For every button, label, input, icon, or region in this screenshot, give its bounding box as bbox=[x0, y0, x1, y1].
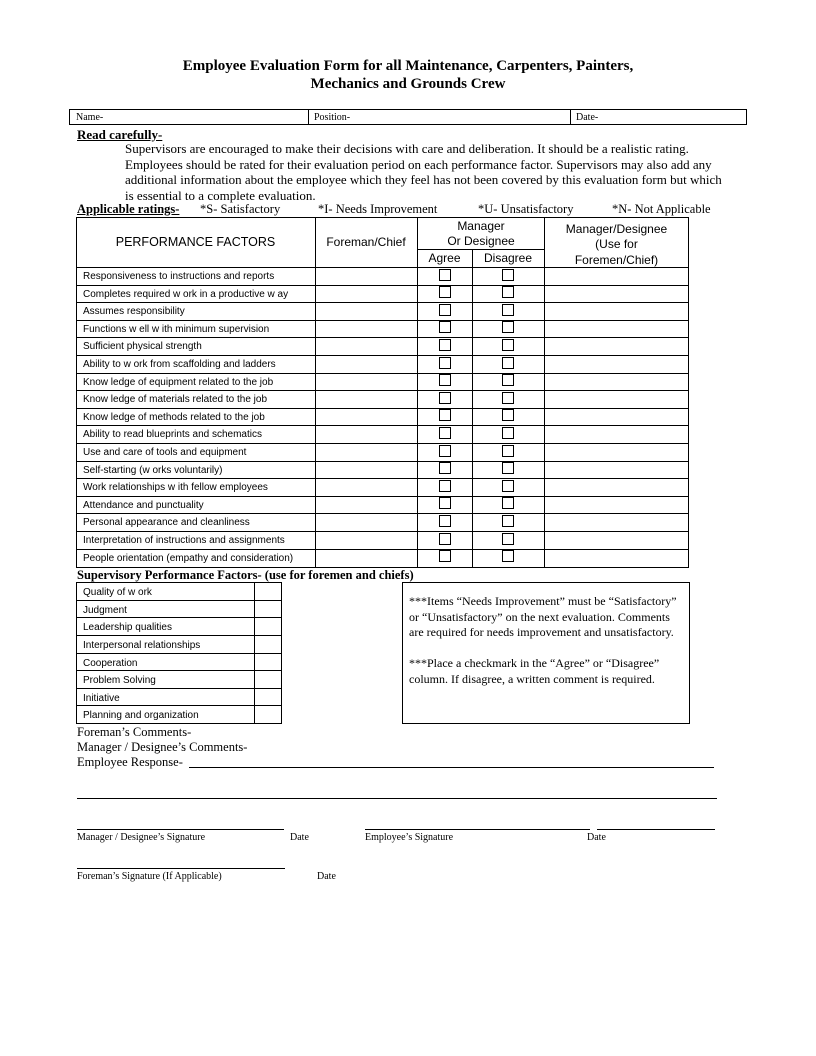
rating-satisfactory: *S- Satisfactory bbox=[200, 202, 281, 216]
performance-factor-row: Work relationships w ith fellow employees bbox=[83, 482, 268, 494]
supervisory-rating-cell[interactable] bbox=[255, 706, 281, 722]
foreman-comments-label: Foreman’s Comments- bbox=[77, 725, 192, 739]
supervisory-factor-row: Quality of w ork bbox=[83, 587, 152, 598]
foreman-date-label: Date bbox=[317, 871, 336, 882]
performance-factor-row: Responsiveness to instructions and reports bbox=[83, 271, 275, 282]
agree-checkbox[interactable] bbox=[439, 445, 451, 457]
performance-factor-row: Ability to read blueprints and schematics bbox=[83, 429, 262, 441]
disagree-checkbox[interactable] bbox=[502, 304, 514, 316]
col-manager: Manager bbox=[457, 219, 505, 233]
manager-rating-cell[interactable] bbox=[545, 303, 688, 319]
disagree-checkbox[interactable] bbox=[502, 515, 514, 527]
position-field[interactable]: Position- bbox=[314, 112, 351, 123]
performance-factor-row: Attendance and punctuality bbox=[83, 499, 204, 511]
supervisory-heading: Supervisory Performance Factors- (use for foremen and chiefs) bbox=[77, 568, 414, 582]
manager-rating-cell[interactable] bbox=[545, 268, 688, 284]
name-field[interactable]: Name- bbox=[76, 112, 104, 123]
foreman-rating-cell[interactable] bbox=[316, 374, 416, 390]
performance-factor-row: Self-starting (w orks voluntarily) bbox=[83, 464, 223, 476]
agree-checkbox[interactable] bbox=[439, 550, 451, 562]
col-or-designee: Or Designee bbox=[447, 234, 515, 248]
disagree-checkbox[interactable] bbox=[502, 269, 514, 281]
manager-rating-cell[interactable] bbox=[545, 426, 688, 442]
performance-factor-row: Personal appearance and cleanliness bbox=[83, 517, 250, 529]
manager-rating-cell[interactable] bbox=[545, 356, 688, 372]
agree-checkbox[interactable] bbox=[439, 462, 451, 474]
manager-rating-cell[interactable] bbox=[545, 497, 688, 513]
employee-response-label: Employee Response- bbox=[77, 755, 183, 769]
performance-factor-row: Know ledge of methods related to the job bbox=[83, 411, 265, 423]
disagree-checkbox[interactable] bbox=[502, 462, 514, 474]
disagree-checkbox[interactable] bbox=[502, 445, 514, 457]
performance-factor-row: Completes required w ork in a productive w ay bbox=[83, 288, 289, 300]
manager-rating-cell[interactable] bbox=[545, 391, 688, 407]
col-manager-designee: Manager/Designee bbox=[565, 222, 668, 236]
col-disagree: Disagree bbox=[483, 251, 533, 265]
disagree-checkbox[interactable] bbox=[502, 550, 514, 562]
supervisory-factor-row: Leadership qualities bbox=[83, 622, 172, 634]
instructions-line-3: additional information about the employee which they feel has not been covered by this evaluation form but which bbox=[125, 172, 722, 187]
disagree-checkbox[interactable] bbox=[502, 427, 514, 439]
col-use-for: (Use for bbox=[595, 237, 638, 251]
foreman-rating-cell[interactable] bbox=[316, 268, 416, 284]
agree-checkbox[interactable] bbox=[439, 515, 451, 527]
manager-rating-cell[interactable] bbox=[545, 479, 688, 495]
agree-checkbox[interactable] bbox=[439, 304, 451, 316]
employee-date-line[interactable] bbox=[597, 829, 715, 830]
col-foremen-chief: Foremen/Chief) bbox=[574, 253, 659, 267]
foreman-rating-cell[interactable] bbox=[316, 303, 416, 319]
performance-factor-row: Interpretation of instructions and assignments bbox=[83, 535, 285, 546]
agree-checkbox[interactable] bbox=[439, 497, 451, 509]
rating-not-applicable: *N- Not Applicable bbox=[612, 202, 711, 216]
foreman-rating-cell[interactable] bbox=[316, 550, 416, 566]
disagree-checkbox[interactable] bbox=[502, 480, 514, 492]
foreman-rating-cell[interactable] bbox=[316, 444, 416, 460]
supervisory-rating-cell[interactable] bbox=[255, 636, 281, 652]
rating-needs-improvement: *I- Needs Improvement bbox=[318, 202, 438, 216]
agree-checkbox[interactable] bbox=[439, 269, 451, 281]
instructions-line-1: Supervisors are encouraged to make their decisions with care and deliberation. It should be a realistic rating. bbox=[125, 141, 689, 156]
supervisory-rating-cell[interactable] bbox=[255, 583, 281, 599]
performance-factor-row: Functions w ell w ith minimum supervision bbox=[83, 323, 270, 335]
manager-rating-cell[interactable] bbox=[545, 338, 688, 354]
col-performance-factors: PERFORMANCE FACTORS bbox=[115, 235, 276, 249]
manager-rating-cell[interactable] bbox=[545, 532, 688, 548]
note-checkmark: ***Place a checkmark in the “Agree” or “Disagree” column. If disagree, a written comment is required. bbox=[409, 656, 660, 686]
agree-checkbox[interactable] bbox=[439, 533, 451, 545]
supervisory-rating-cell[interactable] bbox=[255, 671, 281, 687]
instructions-line-4: is essential to a complete evaluation. bbox=[125, 187, 316, 203]
manager-rating-cell[interactable] bbox=[545, 374, 688, 390]
foreman-rating-cell[interactable] bbox=[316, 286, 416, 302]
foreman-rating-cell[interactable] bbox=[316, 514, 416, 530]
performance-factor-row: Use and care of tools and equipment bbox=[83, 447, 247, 458]
employee-signature-label: Employee’s Signature bbox=[365, 832, 454, 843]
foreman-rating-cell[interactable] bbox=[316, 409, 416, 425]
supervisory-factor-row: Cooperation bbox=[83, 657, 138, 669]
foreman-rating-cell[interactable] bbox=[316, 391, 416, 407]
manager-signature-line[interactable] bbox=[77, 829, 284, 830]
manager-date-label: Date bbox=[290, 832, 309, 843]
foreman-rating-cell[interactable] bbox=[316, 356, 416, 372]
employee-response-line-2[interactable] bbox=[77, 798, 717, 799]
supervisory-factor-row: Initiative bbox=[83, 692, 120, 704]
form-title-line2: Mechanics and Grounds Crew bbox=[310, 76, 506, 92]
disagree-checkbox[interactable] bbox=[502, 409, 514, 421]
agree-checkbox[interactable] bbox=[439, 321, 451, 333]
foreman-signature-label: Foreman’s Signature (If Applicable) bbox=[77, 871, 222, 882]
instructions-note-box bbox=[402, 582, 690, 724]
manager-rating-cell[interactable] bbox=[545, 321, 688, 337]
form-title-line1: Employee Evaluation Form for all Maintenance, Carpenters, Painters, bbox=[182, 58, 634, 74]
disagree-checkbox[interactable] bbox=[502, 339, 514, 351]
supervisory-factor-row: Judgment bbox=[83, 604, 127, 616]
foreman-rating-cell[interactable] bbox=[316, 321, 416, 337]
foreman-rating-cell[interactable] bbox=[316, 497, 416, 513]
manager-rating-cell[interactable] bbox=[545, 286, 688, 302]
applicable-ratings-heading: Applicable ratings- bbox=[77, 202, 180, 216]
foreman-rating-cell[interactable] bbox=[316, 426, 416, 442]
disagree-checkbox[interactable] bbox=[502, 321, 514, 333]
rating-unsatisfactory: *U- Unsatisfactory bbox=[478, 202, 574, 216]
agree-checkbox[interactable] bbox=[439, 480, 451, 492]
manager-rating-cell[interactable] bbox=[545, 409, 688, 425]
performance-factor-row: Ability to w ork from scaffolding and ladders bbox=[83, 359, 276, 370]
performance-factor-row: Know ledge of materials related to the job bbox=[83, 394, 267, 406]
note-needs-improvement: ***Items “Needs Improvement” must be “Satisfactory” or “Unsatisfactory” on the next evaluation. Comments are required for needs improvement and unsatisfactory. bbox=[409, 594, 677, 639]
manager-comments-label: Manager / Designee’s Comments- bbox=[77, 740, 248, 754]
foreman-rating-cell[interactable] bbox=[316, 479, 416, 495]
foreman-rating-cell[interactable] bbox=[316, 532, 416, 548]
manager-rating-cell[interactable] bbox=[545, 462, 688, 478]
disagree-checkbox[interactable] bbox=[502, 357, 514, 369]
employee-info-header bbox=[69, 109, 747, 125]
manager-rating-cell[interactable] bbox=[545, 550, 688, 566]
supervisory-factors-table bbox=[76, 582, 282, 724]
supervisory-rating-cell[interactable] bbox=[255, 654, 281, 670]
agree-checkbox[interactable] bbox=[439, 374, 451, 386]
agree-checkbox[interactable] bbox=[439, 392, 451, 404]
supervisory-factor-row: Planning and organization bbox=[83, 710, 199, 722]
instructions-line-2: Employees should be rated for their evaluation period on each performance factor. Supervisors may also add any bbox=[125, 156, 712, 172]
manager-signature-label: Manager / Designee’s Signature bbox=[77, 832, 206, 843]
supervisory-factor-row: Problem Solving bbox=[83, 675, 156, 687]
performance-factor-row: People orientation (empathy and consideration) bbox=[83, 552, 294, 564]
read-carefully-heading: Read carefully- bbox=[77, 127, 163, 142]
performance-factor-row: Assumes responsibility bbox=[83, 306, 185, 318]
employee-signature-line[interactable] bbox=[365, 829, 590, 830]
foreman-rating-cell[interactable] bbox=[316, 338, 416, 354]
supervisory-factor-row: Interpersonal relationships bbox=[83, 639, 201, 651]
agree-checkbox[interactable] bbox=[439, 409, 451, 421]
performance-factors-table bbox=[76, 217, 689, 568]
manager-rating-cell[interactable] bbox=[545, 514, 688, 530]
disagree-checkbox[interactable] bbox=[502, 374, 514, 386]
supervisory-rating-cell[interactable] bbox=[255, 601, 281, 617]
disagree-checkbox[interactable] bbox=[502, 497, 514, 509]
employee-response-line[interactable] bbox=[189, 767, 714, 768]
agree-checkbox[interactable] bbox=[439, 427, 451, 439]
agree-checkbox[interactable] bbox=[439, 357, 451, 369]
agree-checkbox[interactable] bbox=[439, 286, 451, 298]
employee-date-label: Date bbox=[587, 832, 606, 843]
disagree-checkbox[interactable] bbox=[502, 533, 514, 545]
foreman-signature-line[interactable] bbox=[77, 868, 285, 869]
disagree-checkbox[interactable] bbox=[502, 286, 514, 298]
performance-factor-row: Know ledge of equipment related to the job bbox=[83, 376, 274, 388]
supervisory-rating-cell[interactable] bbox=[255, 618, 281, 634]
foreman-rating-cell[interactable] bbox=[316, 462, 416, 478]
col-foreman-chief: Foreman/Chief bbox=[326, 235, 406, 249]
performance-factor-row: Sufficient physical strength bbox=[83, 341, 202, 353]
disagree-checkbox[interactable] bbox=[502, 392, 514, 404]
agree-checkbox[interactable] bbox=[439, 339, 451, 351]
col-agree: Agree bbox=[428, 251, 461, 265]
manager-rating-cell[interactable] bbox=[545, 444, 688, 460]
supervisory-rating-cell[interactable] bbox=[255, 689, 281, 705]
date-field[interactable]: Date- bbox=[576, 112, 599, 123]
